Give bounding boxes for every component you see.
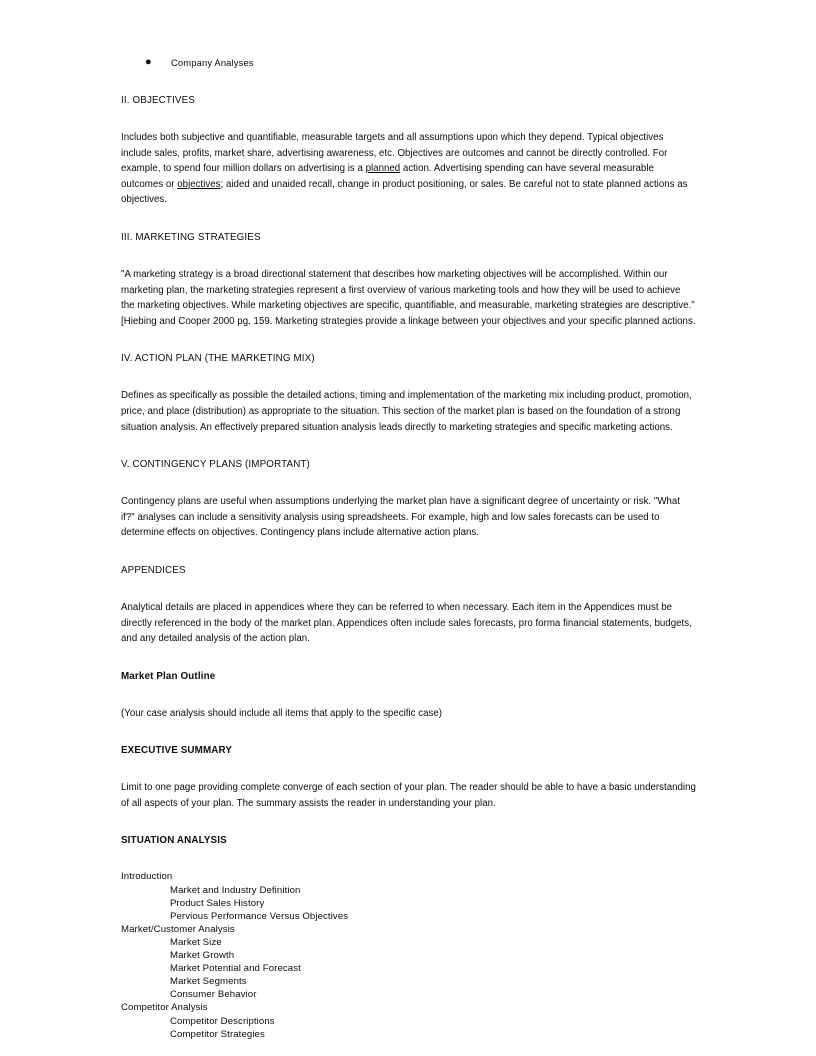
section-heading-situation-analysis: SITUATION ANALYSIS <box>121 835 227 847</box>
outline-item: Competitor Strategies <box>170 1028 265 1040</box>
section-paragraph-appendices: Analytical details are placed in appendices where they can be referred to when necessary. Each item in the Appendices must be directly referenced in the body of the market plan. Appendices often include sales forecasts, pro forma financial statements, budgets, and any detailed analysis of the action plan. <box>121 601 692 645</box>
bullet-item-label: Company Analyses <box>171 57 254 68</box>
section-heading-action-plan: IV. ACTION PLAN (THE MARKETING MIX) <box>121 353 315 365</box>
outline-item: Market Size <box>170 936 222 948</box>
outline-item: Market Growth <box>170 950 235 962</box>
section-paragraph-contingency-plans: Contingency plans are useful when assumptions underlying the market plan have a significant degree of uncertainty or risk. "What if?" analyses can include a sensitivity analysis using spreadsheets. For example, high and low sales forecasts can be used to determine effects on objectives. Contingency plans include alternative action plans. <box>121 496 681 539</box>
section-paragraph-objectives <box>121 130 696 208</box>
section-heading-appendices: APPENDICES <box>121 564 186 576</box>
para-part: Includes both subjective and quantifiable, measurable targets and all assumptions upon which they depend. Typical objectives include sales, profits, market share, advertising awareness, etc. Objectives are outcomes and cannot be directly controlled. For example, to spend four million dollars on advertising is a <box>121 132 668 175</box>
section-heading-objectives: II. OBJECTIVES <box>121 95 195 106</box>
section-paragraph-executive-summary: Limit to one page providing complete converge of each section of your plan. The reader should be able to have a basic understanding of all aspects of your plan. The summary assists the reader in understanding your plan. <box>121 782 696 809</box>
outline-item: Market Segments <box>170 976 247 988</box>
outline-item: Pervious Performance Versus Objectives <box>170 910 349 922</box>
para-part-underlined: planned <box>365 163 401 175</box>
para-part-underlined: objectives <box>177 178 221 190</box>
outline-item: Market and Industry Definition <box>170 884 301 896</box>
section-paragraph-action-plan: Defines as specifically as possible the detailed actions, timing and implementation of the marketing mix including product, promotion, price, and place (distribution) as appropriate to the situation. This section of the market plan is based on the foundation of a strong situation analysis. An effectively prepared situation analysis leads directly to marketing strategies and specific marketing actions. <box>121 390 692 433</box>
outline-item: Market Potential and Forecast <box>170 963 301 975</box>
outline-note: (Your case analysis should include all items that apply to the specific case) <box>121 707 443 719</box>
outline-item: Competitor Descriptions <box>170 1015 275 1027</box>
situation-analysis-outline <box>121 870 696 1040</box>
para-part: action. Advertising spending can have several measurable outcomes or <box>121 163 654 190</box>
section-heading-contingency-plans: V. CONTINGENCY PLANS (IMPORTANT) <box>121 459 310 471</box>
outline-item: Consumer Behavior <box>170 989 257 1001</box>
outline-title: Market Plan Outline <box>121 670 216 682</box>
section-heading-executive-summary: EXECUTIVE SUMMARY <box>121 745 233 757</box>
bullet-icon: ● <box>145 56 152 68</box>
document-body <box>121 55 696 1041</box>
outline-item: Introduction <box>121 871 173 883</box>
para-part: ; aided and unaided recall, change in product positioning, or sales. Be careful not to state planned actions as objectives. <box>121 178 688 206</box>
outline-item: Product Sales History <box>170 897 265 909</box>
outline-item: Competitor Analysis <box>121 1002 208 1014</box>
list-item <box>121 55 696 70</box>
section-heading-marketing-strategies: III. MARKETING STRATEGIES <box>121 231 261 243</box>
outline-item: Market/Customer Analysis <box>121 923 235 935</box>
section-paragraph-marketing-strategies: "A marketing strategy is a broad directional statement that describes how marketing objectives will be accomplished. Within our marketing plan, the marketing strategies represent a first overview of various marketing tools and how they will be used to achieve the marketing objectives. While marketing objectives are specific, quantifiable, and measurable, marketing strategies are descriptive." [Hiebing and Cooper 2000 pg. 159. Marketing strategies provide a linkage between your objectives and your specific planned actions. <box>121 268 696 327</box>
